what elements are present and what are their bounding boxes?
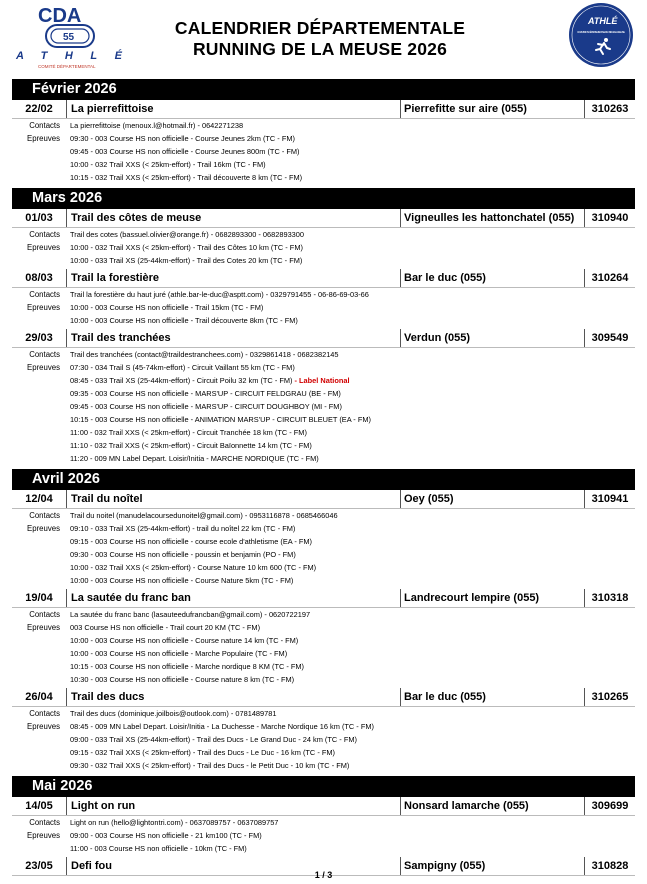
contact-text: Light on run (hello@lightontri.com) - 0637089757 - 0637089757 (70, 818, 279, 827)
event-block (12, 269, 635, 329)
race-description: 10:00 - 003 Course HS non officielle - Course nature 14 km (TC - FM) (70, 636, 299, 645)
event-code: 309549 (584, 329, 635, 347)
race-text (66, 145, 299, 158)
page-title (130, 18, 510, 60)
cda-logo-number: 55 (63, 32, 75, 43)
race-row (12, 314, 635, 327)
month-header: Février 2026 (12, 79, 635, 100)
cda-logo-text: CDA (38, 5, 82, 27)
race-row (12, 254, 635, 267)
page-header (0, 0, 647, 78)
page-number: 1 / 3 (314, 870, 333, 880)
race-row (12, 759, 635, 772)
race-text (66, 452, 319, 465)
event-code: 310941 (584, 490, 635, 508)
event-code: 310828 (584, 857, 635, 875)
event-place: Sampigny (055) (400, 857, 584, 875)
race-text (66, 400, 342, 413)
race-description: 10:00 - 003 Course HS non officielle - Marche Populaire (TC - FM) (70, 649, 288, 658)
epreuves-label: Epreuves (27, 722, 60, 731)
title-line-1: CALENDRIER DÉPARTEMENTALE (174, 18, 466, 38)
race-row (12, 621, 635, 634)
race-description: 10:15 - 003 Course HS non officielle - Marche nordique 8 KM (TC - FM) (70, 662, 304, 671)
race-text (66, 673, 294, 686)
race-description: 11:10 - 032 Trail XXS (< 25km-effort) - Circuit Baïonnette 14 km (TC - FM) (70, 441, 312, 450)
race-description: 10:15 - 003 Course HS non officielle - ANIMATION MARS'UP - CIRCUIT BLEUET (EA - FM) (70, 415, 371, 424)
event-name: Light on run (66, 797, 400, 815)
race-text (66, 241, 303, 254)
race-label-spacer (12, 426, 66, 439)
race-row (12, 634, 635, 647)
race-row (12, 171, 635, 184)
event-block (12, 329, 635, 467)
contact-row (12, 608, 635, 621)
race-text (66, 574, 293, 587)
athle-logo-brand: ATHLÉ (588, 16, 618, 26)
event-place: Bar le duc (055) (400, 688, 584, 706)
race-row (12, 439, 635, 452)
race-text (66, 171, 302, 184)
event-header-row (12, 490, 635, 509)
race-label-spacer (12, 387, 66, 400)
race-text (66, 634, 298, 647)
race-label-spacer (12, 171, 66, 184)
race-row (12, 720, 635, 733)
contacts-label: Contacts (29, 818, 60, 827)
event-name: Trail des ducs (66, 688, 400, 706)
race-row (12, 746, 635, 759)
contact-text: Trail la forestière du haut juré (athle.bar-le-duc@asptt.com) - 0329791455 - 06-86-69-03-66 (70, 290, 369, 299)
race-description: 09:15 - 003 Course HS non officielle - course ecole d'athletisme (EA - FM) (70, 537, 312, 546)
title-line-2: RUNNING DE LA MEUSE 2026 (192, 39, 448, 59)
race-label-spacer (12, 439, 66, 452)
race-description: 10:00 - 003 Course HS non officielle - Course Nature 5km (TC - FM) (70, 576, 294, 585)
event-header-row (12, 589, 635, 608)
event-header-row (12, 100, 635, 119)
race-label-spacer (12, 634, 66, 647)
event-code: 310940 (584, 209, 635, 227)
event-header-row (12, 797, 635, 816)
race-row (12, 241, 635, 254)
race-row (12, 842, 635, 855)
race-description: 10:00 - 032 Trail XXS (< 25km-effort) - Course Nature 10 km 600 (TC - FM) (70, 563, 317, 572)
race-description: 10:00 - 003 Course HS non officielle - Trail découverte 8km (TC - FM) (70, 316, 298, 325)
event-date: 19/04 (25, 592, 53, 604)
race-text (66, 426, 307, 439)
race-text (66, 660, 304, 673)
race-description: 09:15 - 032 Trail XXS (< 25km-effort) - Trail des Ducs - Le Duc - 16 km (TC - FM) (70, 748, 335, 757)
race-description: 08:45 - 033 Trail XS (25-44km-effort) - Circuit Poilu 32 km (TC - FM) (70, 376, 293, 385)
race-row (12, 452, 635, 465)
race-row (12, 561, 635, 574)
event-name: Trail du noîtel (66, 490, 400, 508)
race-text (66, 374, 350, 387)
contact-row (12, 509, 635, 522)
race-description: 09:00 - 003 Course HS non officielle - 21 km100 (TC - FM) (70, 831, 262, 840)
race-row (12, 574, 635, 587)
event-place: Landrecourt lempire (055) (400, 589, 584, 607)
race-description: 003 Course HS non officielle - Trail court 20 KM (TC - FM) (70, 623, 261, 632)
event-spacer (12, 184, 635, 186)
race-row (12, 426, 635, 439)
contacts-label: Contacts (29, 290, 60, 299)
event-date: 22/02 (25, 103, 53, 115)
event-code: 310265 (584, 688, 635, 706)
race-description: 10:00 - 032 Trail XXS (< 25km-effort) - Trail des Côtes 10 km (TC - FM) (70, 243, 303, 252)
race-row (12, 374, 635, 387)
contact-text: Trail des ducs (dominique.joilbois@outlook.com) - 0781489781 (70, 709, 277, 718)
event-name: Trail des côtes de meuse (66, 209, 400, 227)
event-header-row (12, 269, 635, 288)
race-row (12, 535, 635, 548)
race-row (12, 673, 635, 686)
contact-row (12, 288, 635, 301)
race-label-spacer (12, 647, 66, 660)
race-text (66, 829, 262, 842)
race-text (66, 361, 295, 374)
event-code: 310318 (584, 589, 635, 607)
race-label-spacer (12, 842, 66, 855)
race-text (66, 158, 266, 171)
race-row (12, 387, 635, 400)
cda-logo-brand: ATHLÉ (16, 50, 122, 62)
race-description: 09:30 - 032 Trail XXS (< 25km-effort) - Trail des Ducs - le Petit Duc - 10 km (TC - FM) (70, 761, 350, 770)
race-row (12, 647, 635, 660)
event-code: 310264 (584, 269, 635, 287)
race-label-spacer (12, 759, 66, 772)
race-label-spacer (12, 158, 66, 171)
race-label-spacer (12, 145, 66, 158)
race-description: 07:30 - 034 Trail S (45-74km-effort) - Circuit Vaillant 55 km (TC - FM) (70, 363, 295, 372)
epreuves-label: Epreuves (27, 831, 60, 840)
race-description: 09:35 - 003 Course HS non officielle - MARS'UP - CIRCUIT FELDGRAU (BE - FM) (70, 389, 341, 398)
event-date: 08/03 (25, 272, 53, 284)
race-label-spacer (12, 673, 66, 686)
athle-logo-sub: COMMISSION DÉPARTEMENTALE RUNNING DE LA MEUSE (577, 31, 625, 34)
race-text (66, 439, 312, 452)
event-block (12, 797, 635, 857)
month-header: Avril 2026 (12, 469, 635, 490)
contact-row (12, 228, 635, 241)
event-spacer (12, 465, 635, 467)
event-date: 12/04 (25, 493, 53, 505)
race-text (66, 132, 295, 145)
event-block (12, 589, 635, 688)
contacts-label: Contacts (29, 350, 60, 359)
race-description: 09:00 - 033 Trail XS (25-44km-effort) - Trail des Ducs - Le Grand Duc - 24 km (TC - FM) (70, 735, 357, 744)
race-text (66, 535, 312, 548)
event-spacer (12, 772, 635, 774)
race-row (12, 400, 635, 413)
race-label-spacer (12, 733, 66, 746)
race-text (66, 746, 335, 759)
month-header: Mai 2026 (12, 776, 635, 797)
epreuves-label: Epreuves (27, 363, 60, 372)
race-text (66, 733, 357, 746)
event-name: La sautée du franc ban (66, 589, 400, 607)
race-label-spacer (12, 254, 66, 267)
event-place: Bar le duc (055) (400, 269, 584, 287)
race-row (12, 158, 635, 171)
contact-text: La sautée du franc banc (lasauteedufrancban@gmail.com) - 0620722197 (70, 610, 311, 619)
cda-logo-sub: COMITÉ DÉPARTEMENTAL (38, 64, 96, 69)
race-text (66, 254, 302, 267)
event-date: 26/04 (25, 691, 53, 703)
event-date: 01/03 (25, 212, 53, 224)
race-row (12, 733, 635, 746)
month-header: Mars 2026 (12, 188, 635, 209)
event-name: Trail des tranchées (66, 329, 400, 347)
race-text (66, 301, 263, 314)
race-label-spacer (12, 400, 66, 413)
cda-logo (10, 2, 130, 72)
race-row (12, 413, 635, 426)
contacts-label: Contacts (29, 230, 60, 239)
event-date: 29/03 (25, 332, 53, 344)
race-label-spacer (12, 548, 66, 561)
epreuves-label: Epreuves (27, 524, 60, 533)
contact-text: Trail du noitel (manudelacoursedunoitel@gmail.com) - 0953116878 - 0685466046 (70, 511, 338, 520)
epreuves-label: Epreuves (27, 134, 60, 143)
contact-text: Trail des tranchées (contact@traildestranchees.com) - 0329861418 - 0682382145 (70, 350, 339, 359)
race-description: 10:30 - 003 Course HS non officielle - Course nature 8 km (TC - FM) (70, 675, 295, 684)
race-description: 11:00 - 032 Trail XXS (< 25km-effort) - Circuit Tranchée 18 km (TC - FM) (70, 428, 307, 437)
race-description: 09:10 - 033 Trail XS (25-44km-effort) - trail du noîtel 22 km (TC - FM) (70, 524, 296, 533)
event-block (12, 490, 635, 589)
race-description: 10:00 - 032 Trail XXS (< 25km-effort) - Trail 16km (TC - FM) (70, 160, 266, 169)
race-text (66, 522, 295, 535)
race-label-spacer (12, 660, 66, 673)
race-label-spacer (12, 746, 66, 759)
event-place: Pierrefitte sur aire (055) (400, 100, 584, 118)
calendar-table (12, 79, 635, 878)
label-national-badge: - Label National (294, 376, 350, 385)
event-block (12, 100, 635, 186)
contacts-label: Contacts (29, 709, 60, 718)
athle-commission-logo (568, 2, 634, 68)
race-row (12, 548, 635, 561)
race-label-spacer (12, 452, 66, 465)
event-place: Oey (055) (400, 490, 584, 508)
race-text (66, 720, 374, 733)
race-row (12, 301, 635, 314)
race-row (12, 829, 635, 842)
race-description: 09:45 - 003 Course HS non officielle - MARS'UP - CIRCUIT DOUGHBOY (MI - FM) (70, 402, 342, 411)
event-code: 309699 (584, 797, 635, 815)
contact-row (12, 119, 635, 132)
race-row (12, 145, 635, 158)
contacts-label: Contacts (29, 610, 60, 619)
race-text (66, 387, 341, 400)
event-block (12, 209, 635, 269)
epreuves-label: Epreuves (27, 303, 60, 312)
contact-text: Trail des cotes (bassuel.olivier@orange.fr) - 0682893300 - 0682893300 (70, 230, 305, 239)
event-place: Verdun (055) (400, 329, 584, 347)
race-row (12, 132, 635, 145)
race-text (66, 413, 371, 426)
race-description: 11:00 - 003 Course HS non officielle - 10km (TC - FM) (70, 844, 247, 853)
race-text (66, 842, 247, 855)
event-place: Vigneulles les hattonchatel (055) (400, 209, 584, 227)
race-text (66, 548, 296, 561)
event-date: 14/05 (25, 800, 53, 812)
event-header-row (12, 209, 635, 228)
event-date: 23/05 (25, 860, 53, 872)
race-description: 10:15 - 032 Trail XXS (< 25km-effort) - Trail découverte 8 km (TC - FM) (70, 173, 303, 182)
epreuves-label: Epreuves (27, 623, 60, 632)
race-description: 11:20 - 009 MN Label Depart. Loisir/Initia - MARCHE NORDIQUE (TC - FM) (70, 454, 319, 463)
event-block (12, 688, 635, 774)
race-description: 09:30 - 003 Course HS non officielle - poussin et benjamin (PO - FM) (70, 550, 296, 559)
race-label-spacer (12, 374, 66, 387)
event-header-row (12, 329, 635, 348)
race-label-spacer (12, 314, 66, 327)
race-description: 09:30 - 003 Course HS non officielle - Course Jeunes 2km (TC - FM) (70, 134, 295, 143)
contacts-label: Contacts (29, 121, 60, 130)
race-text (66, 647, 287, 660)
race-label-spacer (12, 574, 66, 587)
contact-row (12, 348, 635, 361)
epreuves-label: Epreuves (27, 243, 60, 252)
race-label-spacer (12, 535, 66, 548)
race-text (66, 621, 260, 634)
contact-row (12, 707, 635, 720)
event-place: Nonsard lamarche (055) (400, 797, 584, 815)
event-name: Defi fou (66, 857, 400, 875)
race-row (12, 522, 635, 535)
race-label-spacer (12, 561, 66, 574)
race-description: 08:45 - 009 MN Label Depart. Loisir/Initia - La Duchesse - Marche Nordique 16 km (TC - FM) (70, 722, 374, 731)
contact-row (12, 816, 635, 829)
race-row (12, 660, 635, 673)
race-description: 10:00 - 003 Course HS non officielle - Trail 15km (TC - FM) (70, 303, 264, 312)
contacts-label: Contacts (29, 511, 60, 520)
race-description: 09:45 - 003 Course HS non officielle - Course Jeunes 800m (TC - FM) (70, 147, 300, 156)
race-text (66, 759, 349, 772)
race-row (12, 361, 635, 374)
event-header-row (12, 688, 635, 707)
contact-text: La pierrefittoise (menoux.l@hotmail.fr) - 0642271238 (70, 121, 244, 130)
race-text (66, 561, 316, 574)
race-description: 10:00 - 033 Trail XS (25-44km-effort) - Trail des Cotes 20 km (TC - FM) (70, 256, 303, 265)
race-label-spacer (12, 413, 66, 426)
event-code: 310263 (584, 100, 635, 118)
event-name: Trail la forestière (66, 269, 400, 287)
race-text (66, 314, 298, 327)
event-name: La pierrefittoise (66, 100, 400, 118)
